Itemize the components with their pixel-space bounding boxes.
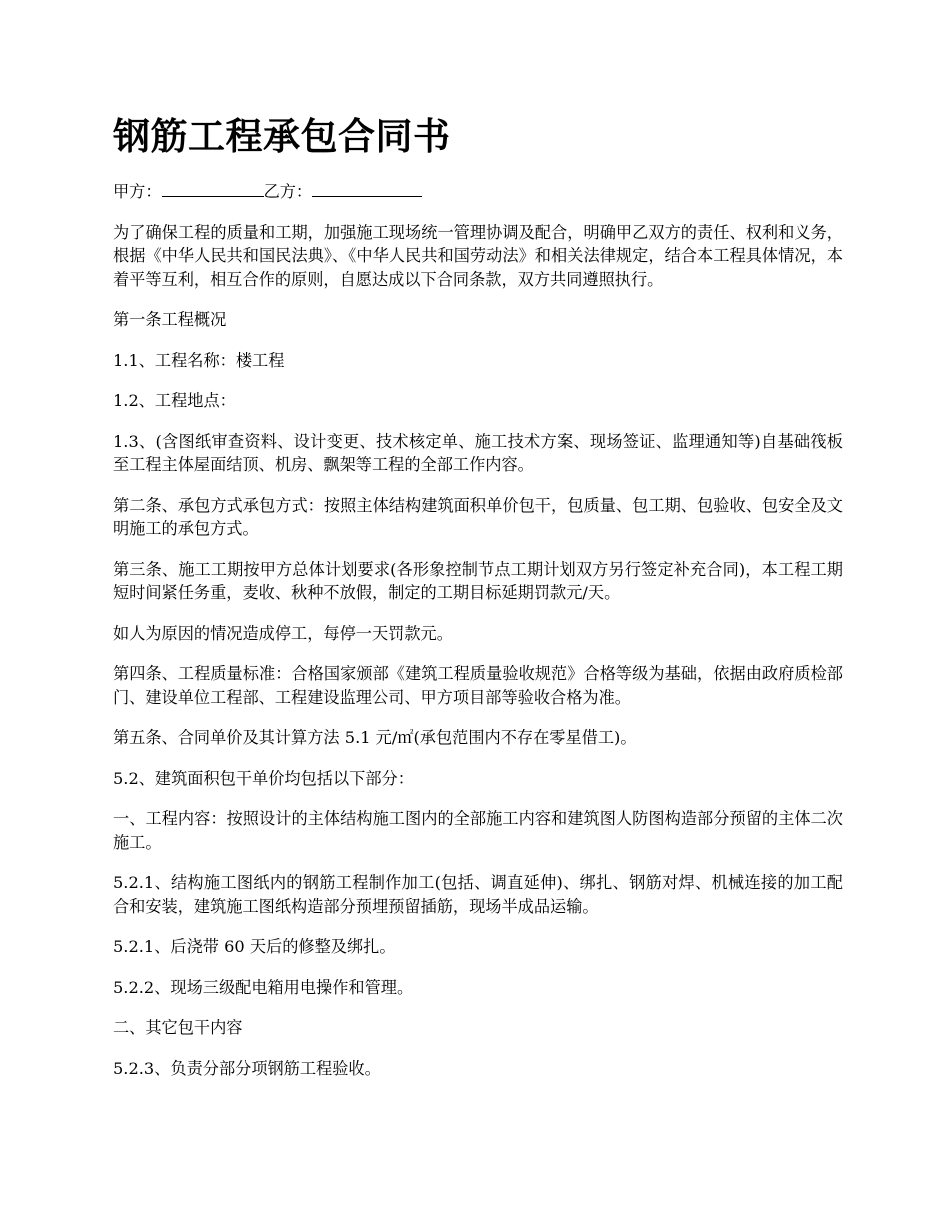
article-5: 第五条、合同单价及其计算方法 5.1 元/㎡(承包范围内不存在零星借工)。 xyxy=(113,728,637,747)
article-3: 第三条、施工工期按甲方总体计划要求(各形象控制节点工期计划双方另行签定补充合同)，本工程工期短时间紧任务重，麦收、秋种不放假，制定的工期目标延期罚款元/天。 xyxy=(113,559,843,602)
scope-section-2: 二、其它包干内容 xyxy=(113,1018,243,1037)
party-b-blank xyxy=(312,180,422,197)
article-2: 第二条、承包方式承包方式：按照主体结构建筑面积单价包干，包质量、包工期、包验收、包安全及文明施工的承包方式。 xyxy=(113,495,843,538)
clause-5-2-2: 5.2.2、现场三级配电箱用电操作和管理。 xyxy=(113,977,414,997)
stoppage-penalty: 如人为原因的情况造成停工，每停一天罚款元。 xyxy=(113,623,453,643)
document-title: 钢筋工程承包合同书 xyxy=(113,114,451,158)
party-b-label: 乙方： xyxy=(263,182,313,201)
clause-5-2-3: 5.2.3、负责分部分项钢筋工程验收。 xyxy=(113,1058,381,1078)
article-4: 第四条、工程质量标准：合格国家颁部《建筑工程质量验收规范》合格等级为基础，依据由政府质检部门、建设单位工程部、工程建设监理公司、甲方项目部等验收合格为准。 xyxy=(113,664,843,707)
document-page xyxy=(113,112,843,1097)
clause-5-2-1-a: 5.2.1、结构施工图纸内的钢筋工程制作加工(包括、调直延伸)、绑扎、钢筋对焊、机械连接的加工配合和安装，建筑施工图纸构造部分预埋预留插筋，现场半成品运输。 xyxy=(113,873,843,916)
clause-1-2: 1.2、工程地点： xyxy=(113,391,236,410)
clause-5-2-1-b: 5.2.1、后浇带 60 天后的修整及绑扎。 xyxy=(113,937,396,956)
intro-paragraph: 为了确保工程的质量和工期，加强施工现场统一管理协调及配合，明确甲乙双方的责任、权利和义务，根据《中华人民共和国民法典》、《中华人民共和国劳动法》和相关法律规定，结合本工程具体情况，本着平等互利，相互合作的原则，自愿达成以下合同条款，双方共同遵照执行。 xyxy=(113,222,843,289)
party-a-label: 甲方： xyxy=(113,182,162,201)
clause-5-2: 5.2、建筑面积包干单价均包括以下部分： xyxy=(113,768,414,788)
party-line xyxy=(113,180,843,204)
party-a-blank xyxy=(162,180,264,197)
scope-section-1: 一、工程内容：按照设计的主体结构施工图内的全部施工内容和建筑图人防图构造部分预留的主体二次施工。 xyxy=(113,809,843,852)
clause-1-3: 1.3、(含图纸审查资料、设计变更、技术核定单、施工技术方案、现场签证、监理通知等)自基础筏板至工程主体屋面结顶、机房、飘架等工程的全部工作内容。 xyxy=(113,431,843,474)
clause-1-1: 1.1、工程名称：楼工程 xyxy=(113,350,285,370)
article-1-heading: 第一条工程概况 xyxy=(113,310,227,329)
